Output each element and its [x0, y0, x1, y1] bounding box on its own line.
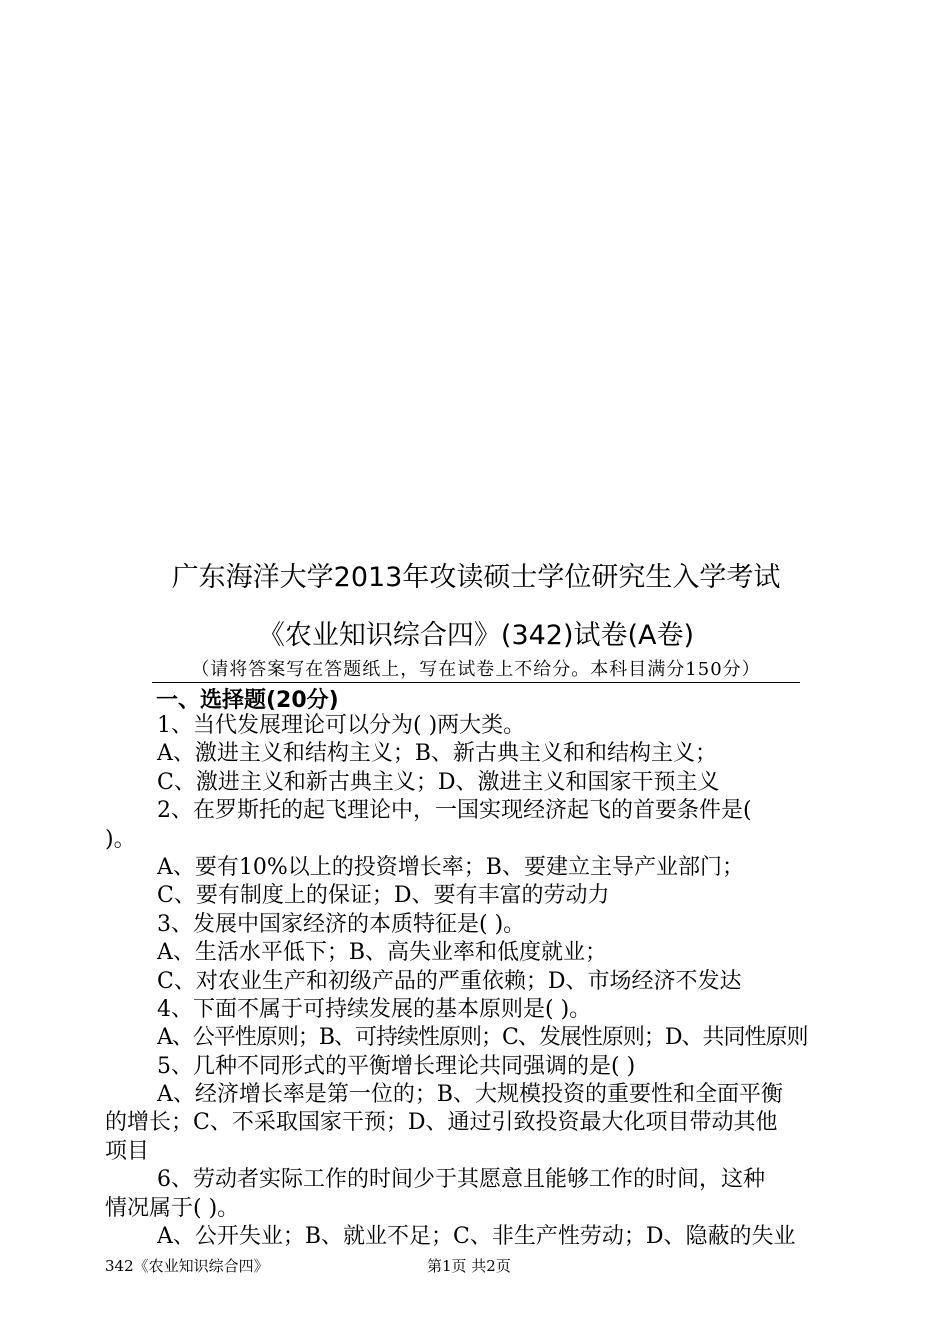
option-line: A、公平性原则；B、可持续性原则；C、发展性原则；D、共同性原则	[157, 1025, 808, 1051]
option-line: A、生活水平低下；B、高失业率和低度就业；	[157, 940, 608, 966]
question-2: 2、在罗斯托的起飞理论中，一国实现经济起飞的首要条件是(	[157, 798, 752, 824]
section-heading: 一、选择题(20分)	[156, 688, 339, 713]
exam-title: 广东海洋大学2013年攻读硕士学位研究生入学考试	[171, 562, 781, 593]
option-line: C、激进主义和新古典主义；D、激进主义和国家干预主义	[157, 769, 720, 795]
question-4: 4、下面不属于可持续发展的基本原则是( )。	[157, 996, 592, 1022]
option-line: C、对农业生产和初级产品的严重依赖；D、市场经济不发达	[157, 968, 742, 994]
question-3: 3、发展中国家经济的本质特征是( )。	[157, 911, 526, 937]
question-body	[105, 712, 850, 1251]
question-6-continued: 情况属于( )。	[105, 1195, 240, 1221]
question-1: 1、当代发展理论可以分为( )两大类。	[157, 713, 526, 738]
option-line: A、公开失业；B、就业不足；C、非生产性劳动；D、隐蔽的失业	[157, 1224, 796, 1250]
footer-page-number: 第1页 共2页	[427, 1257, 511, 1275]
option-line-continued: 的增长；C、不采取国家干预；D、通过引致投资最大化项目带动其他	[105, 1110, 778, 1136]
question-6: 6、劳动者实际工作的时间少于其愿意且能够工作的时间，这种	[157, 1167, 765, 1193]
option-line-continued: 项目	[105, 1138, 150, 1164]
footer-course: 342《农业知识综合四》	[105, 1257, 269, 1275]
option-line: A、激进主义和结构主义；B、新古典主义和和结构主义；	[157, 741, 718, 767]
question-2-continued: )。	[105, 826, 136, 852]
option-line: A、经济增长率是第一位的；B、大规模投资的重要性和全面平衡	[157, 1082, 784, 1108]
option-line: C、要有制度上的保证；D、要有丰富的劳动力	[157, 883, 610, 909]
exam-subtitle: 《农业知识综合四》(342)试卷(A卷)	[257, 620, 695, 651]
option-line: A、要有10%以上的投资增长率；B、要建立主导产业部门；	[157, 854, 744, 880]
question-5: 5、几种不同形式的平衡增长理论共同强调的是( )	[157, 1053, 636, 1079]
exam-instructions: （请将答案写在答题纸上，写在试卷上不给分。本科目满分150分）	[152, 658, 800, 683]
